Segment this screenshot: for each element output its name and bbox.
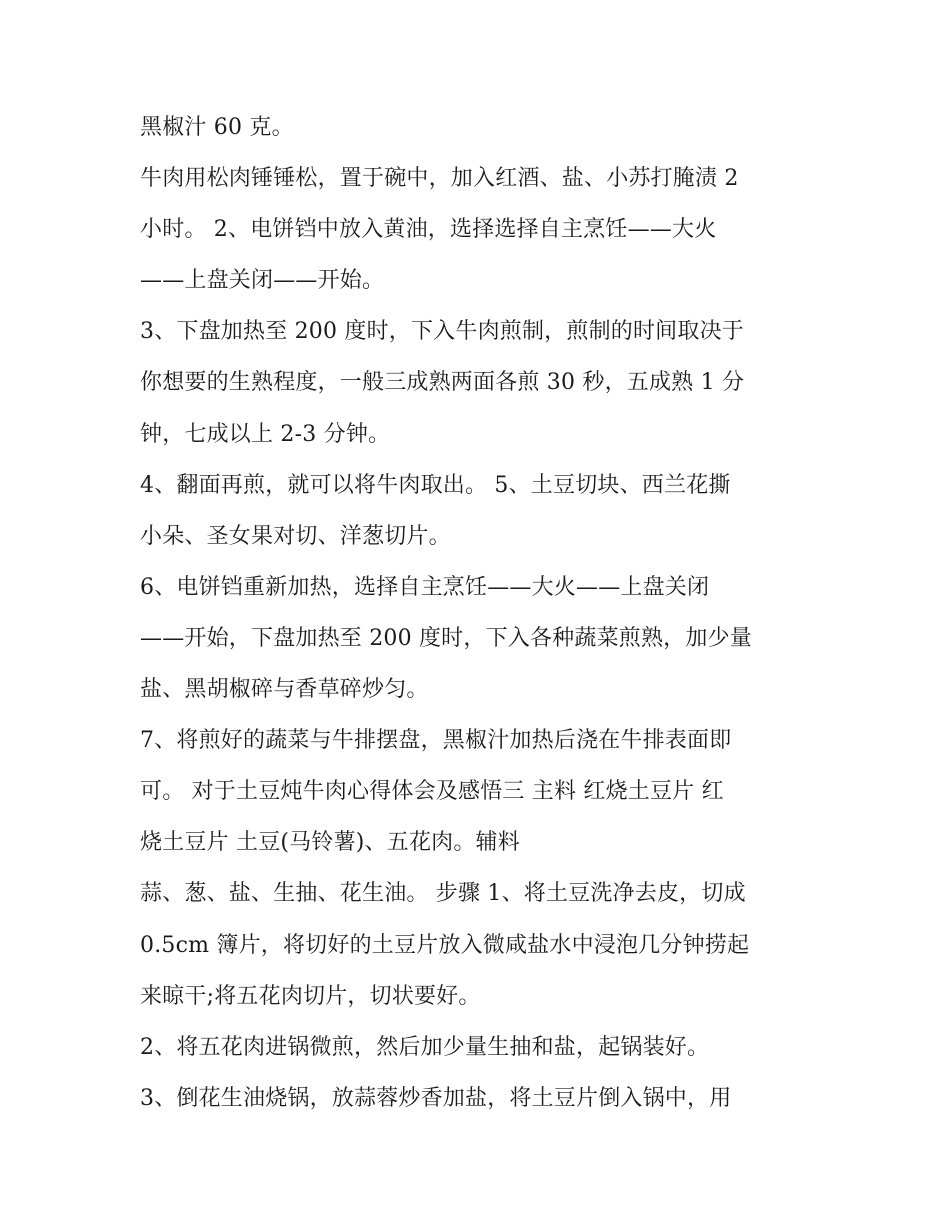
text-line: 烧土豆片 土豆(马铃薯)、五花肉。辅料 <box>140 830 520 856</box>
text-line: 3、下盘加热至 200 度时，下入牛肉煎制，煎制的时间取决于 <box>140 319 744 345</box>
text-line: ——上盘关闭——开始。 <box>140 268 385 294</box>
text-line: 蒜、葱、盐、生抽、花生油。 步骤 1、将土豆洗净去皮，切成 <box>140 881 746 907</box>
text-line: 3、倒花生油烧锅，放蒜蓉炒香加盐，将土豆片倒入锅中，用 <box>140 1085 732 1111</box>
text-line: 7、将煎好的蔬菜与牛排摆盘，黑椒汁加热后浇在牛排表面即 <box>140 728 732 754</box>
text-line: 小时。 2、电饼铛中放入黄油，选择选择自主烹饪——大火 <box>140 217 717 243</box>
text-line: ——开始，下盘加热至 200 度时，下入各种蔬菜煎熟，加少量 <box>140 625 752 651</box>
text-line: 6、电饼铛重新加热，选择自主烹饪——大火——上盘关闭 <box>140 574 710 600</box>
text-line: 4、翻面再煎，就可以将牛肉取出。 5、土豆切块、西兰花撕 <box>140 472 731 498</box>
text-line: 盐、黑胡椒碎与香草碎炒匀。 <box>140 677 429 703</box>
text-line: 你想要的生熟程度，一般三成熟两面各煎 30 秒，五成熟 1 分 <box>140 370 745 396</box>
text-line: 黑椒汁 60 克。 <box>140 115 294 140</box>
text-line: 0.5cm 簿片，将切好的土豆片放入微咸盐水中浸泡几分钟捞起 <box>140 932 750 958</box>
document-body <box>140 108 820 1130</box>
text-line: 2、将五花肉进锅微煎，然后加少量生抽和盐，起锅装好。 <box>140 1034 710 1060</box>
text-line: 小朵、圣女果对切、洋葱切片。 <box>140 523 451 549</box>
text-line: 钟，七成以上 2-3 分钟。 <box>140 421 391 447</box>
text-line: 来晾干;将五花肉切片，切状要好。 <box>140 983 481 1009</box>
text-line: 可。 对于土豆炖牛肉心得体会及感悟三 主料 红烧土豆片 红 <box>140 779 724 805</box>
text-line: 牛肉用松肉锤锤松，置于碗中，加入红酒、盐、小苏打腌渍 2 <box>140 166 739 192</box>
